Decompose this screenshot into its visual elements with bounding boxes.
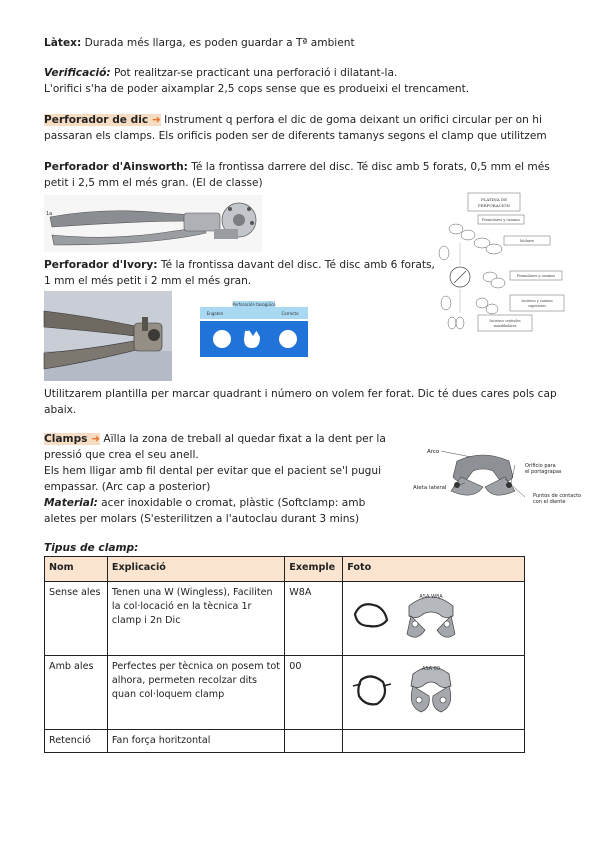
cell-foto bbox=[343, 656, 525, 730]
engrave-w8a: ASA W8A bbox=[419, 594, 443, 600]
table-row bbox=[45, 582, 525, 656]
clamp-types-table bbox=[44, 556, 525, 753]
ainsworth-text: Té la frontissa darrere del disc. Té disc amb 5 forats, 0,5 mm el més petit i 2,5 mm el més gran. (El de classe) bbox=[44, 161, 550, 189]
platina-diagram bbox=[438, 193, 576, 333]
cell-explicacio: Tenen una W (Wingless), Faciliten la col·locació en la tècnica 1r clamp i 2n Dic bbox=[107, 582, 284, 656]
arrow-icon: ➜ bbox=[87, 433, 101, 445]
clamps-paragraph bbox=[44, 431, 396, 527]
svg-text:PLATINA DE: PLATINA DE bbox=[480, 197, 508, 202]
svg-text:el portagrapas: el portagrapas bbox=[525, 469, 562, 475]
hole-label-2: Perforación tasogüico bbox=[232, 302, 276, 307]
verificacio-paragraph bbox=[44, 65, 564, 97]
cell-nom: Amb ales bbox=[45, 656, 108, 730]
cell-explicacio: Fan força horitzontal bbox=[107, 730, 284, 753]
header-exemple: Exemple bbox=[285, 557, 343, 582]
header-explicacio: Explicació bbox=[107, 557, 284, 582]
material-label: Material: bbox=[44, 497, 98, 509]
ivory-label: Perforador d'Ivory: bbox=[44, 259, 158, 271]
svg-text:mandibulares: mandibulares bbox=[493, 324, 517, 328]
perforador-dic-label: Perforador de dic ➜ bbox=[44, 114, 161, 126]
cell-exemple: W8A bbox=[285, 582, 343, 656]
clamp-arco-label: Arco bbox=[427, 449, 440, 455]
table-header-row bbox=[45, 557, 525, 582]
svg-text:Molares: Molares bbox=[519, 239, 535, 243]
header-nom: Nom bbox=[45, 557, 108, 582]
hole-label-3: Correcto bbox=[281, 311, 299, 316]
table-row bbox=[45, 656, 525, 730]
clamp-wingless-image bbox=[347, 586, 467, 646]
svg-text:con el diente: con el diente bbox=[533, 499, 566, 505]
svg-text:PERFORACIÓN: PERFORACIÓN bbox=[478, 203, 510, 208]
clamps-line2: Els hem lligar amb fil dental per evitar que el pacient se'l pugui empassar. (Arc cap a posterior) bbox=[44, 465, 382, 493]
verificacio-label: Verificació: bbox=[44, 67, 111, 79]
cell-foto bbox=[343, 582, 525, 656]
svg-text:Premolares y caninos: Premolares y caninos bbox=[481, 218, 521, 222]
clamps-text: Aïlla la zona de treball al quedar fixat a la dent per la pressió que crea el seu anell. bbox=[44, 433, 386, 461]
svg-text:1a: 1a bbox=[46, 211, 53, 217]
ainsworth-label: Perforador d'Ainsworth: bbox=[44, 161, 188, 173]
svg-text:Puntos de contacto: Puntos de contacto bbox=[533, 493, 582, 499]
latex-text: Durada més llarga, es poden guardar a Tª ambient bbox=[81, 37, 355, 49]
hole-label-1: Engaten bbox=[206, 311, 224, 316]
perforador-dic-paragraph bbox=[44, 112, 562, 144]
svg-text:Orificio para: Orificio para bbox=[525, 463, 556, 469]
header-foto: Foto bbox=[343, 557, 525, 582]
latex-label: Làtex: bbox=[44, 37, 82, 49]
perforador-dic-text: Instrument q perfora el dic de goma deixant un orifici circular per on hi passaran els clamps. Els orificis poden ser de diferents tamanys segons el clamp que utilitzem bbox=[44, 114, 547, 142]
engrave-00: ASA 00 bbox=[422, 666, 441, 672]
clamp-diagram bbox=[413, 441, 582, 513]
cell-nom: Sense ales bbox=[45, 582, 108, 656]
ivory-punch-image bbox=[44, 291, 172, 381]
verificacio-line2: L'orifici s'ha de poder aixamplar 2,5 cops sense que es produeixi el trencament. bbox=[44, 83, 470, 95]
tipus-title: Tipus de clamp: bbox=[44, 542, 139, 554]
clamps-label: Clamps ➜ bbox=[44, 433, 101, 445]
ainsworth-punch-image bbox=[44, 195, 262, 252]
ainsworth-paragraph bbox=[44, 159, 562, 191]
cell-foto bbox=[343, 730, 525, 753]
svg-text:superiores: superiores bbox=[528, 304, 546, 308]
hole-diagram bbox=[200, 301, 308, 357]
ivory-paragraph bbox=[44, 257, 436, 289]
svg-text:Premolares y caninos: Premolares y caninos bbox=[516, 274, 556, 278]
svg-text:Incisivos y caninos: Incisivos y caninos bbox=[521, 299, 553, 303]
table-row bbox=[45, 730, 525, 753]
cell-exemple: 00 bbox=[285, 656, 343, 730]
cell-nom: Retenció bbox=[45, 730, 108, 753]
ivory-text: Té la frontissa davant del disc. Té disc amb 6 forats, 1 mm el més petit i 2 mm el més gran. bbox=[44, 259, 435, 287]
clamp-aleta-label: Aleta lateral bbox=[413, 485, 447, 491]
latex-paragraph bbox=[44, 35, 355, 51]
clamp-winged-image bbox=[347, 660, 467, 720]
verificacio-text: Pot realitzar-se practicant una perforació i dilatant-la. bbox=[110, 67, 398, 79]
cell-exemple bbox=[285, 730, 343, 753]
svg-text:Incisivos centrales: Incisivos centrales bbox=[489, 319, 521, 323]
arrow-icon: ➜ bbox=[148, 114, 161, 126]
material-text: acer inoxidable o cromat, plàstic (Softclamp: amb aletes per molars (S'esterilitzen a l'autoclau durant 3 mins) bbox=[44, 497, 366, 525]
cell-explicacio: Perfectes per tècnica on posem tot alhora, permeten recolzar dits quan col·loquem clamp bbox=[107, 656, 284, 730]
plantilla-note: Utilitzarem plantilla per marcar quadrant i número on volem fer forat. Dic té dues cares pols cap abaix. bbox=[44, 388, 557, 416]
